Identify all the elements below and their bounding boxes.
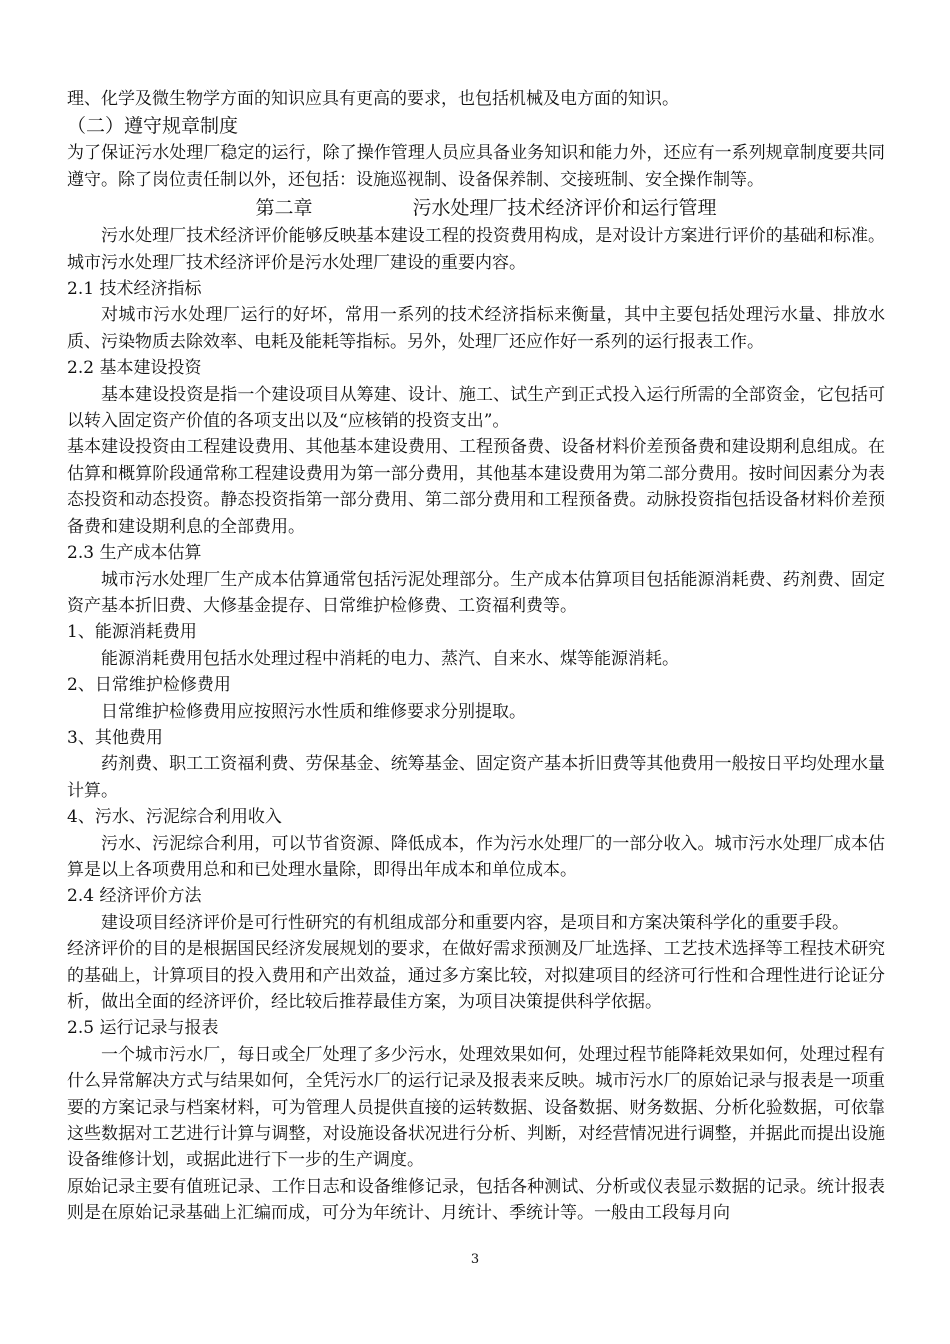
item-heading-3: 3、其他费用 (67, 727, 163, 748)
paragraph-2-1: 对城市污水处理厂运行的好坏，常用一系列的技术经济指标来衡量，其中主要包括处理污水量、排放水质、污染物质去除效率、电耗及能耗等指标。另外，处理厂还应作好一系列的运行报表工作。 (67, 305, 885, 352)
chapter-title: 污水处理厂技术经济评价和运行管理 (412, 197, 717, 220)
item-heading-1: 1、能源消耗费用 (67, 622, 197, 643)
paragraph-rules: 为了保证污水处理厂稳定的运行，除了操作管理人员应具备业务知识和能力外，还应有一系列规章制度要共同遵守。除了岗位责任制以外，还包括：设施巡视制、设备保养制、交接班制、安全操作制等。 (67, 143, 885, 190)
paragraph-2-5-b: 原始记录主要有值班记录、工作日志和设备维修记录，包括各种测试、分析或仪表显示数据的记录。统计报表则是在原始记录基础上汇编而成，可分为年统计、月统计、季统计等。一般由工段每月向 (67, 1176, 885, 1224)
subsection-heading-rules: （二）遵守规章制度 (67, 115, 239, 138)
item-heading-4: 4、污水、污泥综合利用收入 (67, 807, 282, 828)
chapter-number: 第二章 (255, 197, 313, 220)
item-paragraph-2: 日常维护检修费用应按照污水性质和维修要求分别提取。 (101, 701, 526, 722)
section-heading-2-2: 2.2 基本建设投资 (67, 358, 202, 379)
item-paragraph-4: 污水、污泥综合利用，可以节省资源、降低成本，作为污水处理厂的一部分收入。城市污水处理厂成本估算是以上各项费用总和和已处理水量除，即得出年成本和单位成本。 (67, 833, 885, 880)
section-heading-2-4: 2.4 经济评价方法 (67, 886, 202, 907)
section-heading-2-1: 2.1 技术经济指标 (67, 279, 202, 300)
paragraph-intro: 污水处理厂技术经济评价能够反映基本建设工程的投资费用构成，是对设计方案进行评价的基础和标准。城市污水处理厂技术经济评价是污水处理厂建设的重要内容。 (67, 226, 885, 273)
paragraph-2-4-a: 建设项目经济评价是可行性研究的有机组成部分和重要内容，是项目和方案决策科学化的重要手段。 (101, 912, 849, 933)
paragraph-2-2-a: 基本建设投资是指一个建设项目从筹建、设计、施工、试生产到正式投入运行所需的全部资金，它包括可以转入固定资产价值的各项支出以及“应核销的投资支出”。 (67, 384, 885, 432)
paragraph-2-3: 城市污水处理厂生产成本估算通常包括污泥处理部分。生产成本估算项目包括能源消耗费、药剂费、固定资产基本折旧费、大修基金提存、日常维护检修费、工资福利费等。 (67, 569, 885, 616)
paragraph-2-2-b: 基本建设投资由工程建设费用、其他基本建设费用、工程预备费、设备材料价差预备费和建设期利息组成。在估算和概算阶段通常称工程建设费用为第一部分费用，其他基本建设费用为第二部分费用。按时间因素分为表态投资和动态投资。静态投资指第一部分费用、第二部分费用和工程预备费。动脉投资指包括设备材料价差预备费和建设期利息的全部费用。 (67, 437, 885, 537)
document-page (67, 86, 885, 1227)
paragraph-continuation: 理、化学及微生物学方面的知识应具有更高的要求，也包括机械及电方面的知识。 (67, 89, 679, 109)
section-heading-2-3: 2.3 生产成本估算 (67, 543, 202, 564)
paragraph-2-4-b: 经济评价的目的是根据国民经济发展规划的要求，在做好需求预测及厂址选择、工艺技术选择等工程技术研究的基础上，计算项目的投入费用和产出效益，通过多方案比较，对拟建项目的经济可行性和合理性进行论证分析，做出全面的经济评价，经比较后推荐最佳方案，为项目决策提供科学依据。 (67, 939, 885, 1012)
item-paragraph-3: 药剂费、职工工资福利费、劳保基金、统筹基金、固定资产基本折旧费等其他费用一般按日平均处理水量计算。 (67, 754, 885, 801)
item-heading-2: 2、日常维护检修费用 (67, 675, 231, 696)
chapter-heading (67, 193, 885, 223)
section-heading-2-5: 2.5 运行记录与报表 (67, 1018, 219, 1039)
item-paragraph-1: 能源消耗费用包括水处理过程中消耗的电力、蒸汽、自来水、煤等能源消耗。 (101, 648, 679, 669)
page-number: 3 (470, 1252, 480, 1267)
paragraph-2-5-a: 一个城市污水厂，每日或全厂处理了多少污水，处理效果如何，处理过程节能降耗效果如何，处理过程有什么异常解决方式与结果如何，全凭污水厂的运行记录及报表来反映。城市污水厂的原始记录与报表是一项重要的方案记录与档案材料，可为管理人员提供直接的运转数据、设备数据、财务数据、分析化验数据，可依靠这些数据对工艺进行计算与调整，对设施设备状况进行分析、判断，对经营情况进行调整，并据此而提出设施设备维修计划，或据此进行下一步的生产调度。 (67, 1044, 885, 1171)
